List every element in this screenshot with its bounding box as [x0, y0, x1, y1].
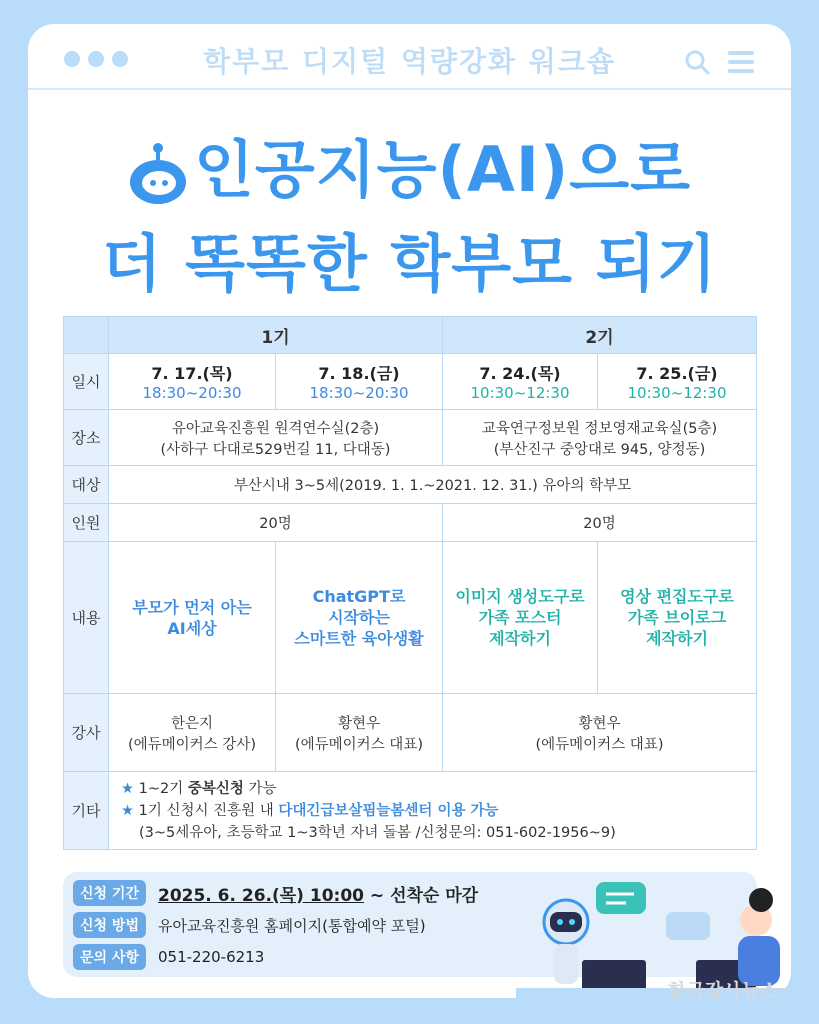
poster-card: [28, 24, 791, 998]
content-line: 가족 브이로그: [627, 608, 727, 627]
robot-icon: [128, 142, 188, 206]
content-cell: [443, 542, 598, 694]
place-line: 유아교육진흥원 원격연수실(2층): [171, 420, 380, 437]
place-line: (부산진구 중앙대로 945, 양정동): [493, 441, 706, 458]
content-line: 이미지 생성도구로: [455, 587, 585, 606]
method-value: 유아교육진흥원 홈페이지(통합예약 포털): [157, 916, 426, 935]
date-time: 10:30~12:30: [470, 384, 570, 402]
date-cell: [443, 354, 598, 410]
period-value: [158, 881, 478, 906]
etc-bold: 중복신청: [187, 780, 244, 797]
etc-text: 1기 신청시 진흥원 내: [138, 802, 279, 819]
content-line: 가족 포스터: [478, 608, 562, 627]
content-line: 제작하기: [489, 629, 551, 648]
label-content: 내용: [64, 542, 109, 694]
place-line: 교육연구정보원 정보영재교육실(5층): [481, 420, 718, 437]
date-day: 7. 24.(목): [479, 364, 561, 383]
method-label: 신청 방법: [73, 912, 146, 938]
etc-text: 가능: [243, 780, 277, 797]
headline1-text: 인공지능(AI)으로: [193, 133, 692, 206]
date-day: 7. 25.(금): [636, 364, 718, 383]
period-date: 2025. 6. 26.(목) 10:00: [157, 885, 364, 906]
content-line: 스마트한 육아생활: [294, 629, 424, 648]
lecturer-name: 한은지: [170, 715, 214, 732]
contact-label: 문의 사항: [73, 944, 146, 970]
menu-icon: [728, 51, 754, 73]
lecturer-title: (에듀메이커스 대표): [295, 736, 423, 753]
date-cell: [598, 354, 757, 410]
apply-method-row: [73, 912, 426, 938]
etc-highlight: 다대긴급보살핌늘봄센터 이용 가능: [278, 802, 499, 819]
content-cell: [598, 542, 757, 694]
label-date: 일시: [64, 354, 109, 410]
content-line: 영상 편집도구로: [620, 587, 734, 606]
content-line: AI세상: [167, 618, 217, 638]
date-day: 7. 17.(목): [151, 364, 233, 383]
lecturer-title: (에듀메이커스 대표): [535, 736, 664, 753]
content-cell: [109, 542, 276, 694]
apply-contact-row: [73, 944, 264, 970]
corner-cell: [64, 317, 109, 354]
date-day: 7. 18.(금): [318, 364, 400, 383]
etc-line3: (3~5세유아, 초등학교 1~3학년 자녀 돌봄 /신청문의: 051-602-1956~9): [139, 824, 616, 841]
apply-period-row: [73, 880, 478, 906]
lecturer-name: 황현우: [337, 715, 381, 732]
content-line: 시작하는: [328, 608, 390, 627]
date-cell: [276, 354, 443, 410]
count-cell: 20명: [443, 504, 757, 542]
date-time: 10:30~12:30: [627, 384, 727, 402]
headline-line2: 더 똑똑한 학부모 되기: [101, 227, 718, 300]
window-topbar: [28, 24, 791, 90]
etc-text: 1~2기: [138, 780, 188, 797]
content-cell: [276, 542, 443, 694]
label-target: 대상: [64, 466, 109, 504]
search-icon: [684, 49, 710, 75]
content-line: ChatGPT로: [312, 587, 406, 606]
lecturer-title: (에듀메이커스 강사): [128, 736, 256, 753]
target-cell: 부산시내 3~5세(2019. 1. 1.~2021. 12. 31.) 유아의 학부모: [109, 466, 757, 504]
period-label: 신청 기간: [73, 880, 146, 906]
contact-value: 051-220-6213: [157, 948, 265, 966]
place-line: (사하구 다대로529번길 11, 다대동): [160, 441, 391, 458]
watermark: 한국강사뉴스: [668, 980, 779, 1002]
lecturer-name: 황현우: [578, 715, 621, 732]
lecturer-cell: [276, 694, 443, 772]
lecturer-cell: [443, 694, 757, 772]
lecturer-cell: [109, 694, 276, 772]
label-lecturer: 강사: [64, 694, 109, 772]
period-suffix: ~ 선착순 마감: [364, 885, 479, 906]
place-cell: [443, 410, 757, 466]
content-line: 제작하기: [646, 629, 708, 648]
label-etc: 기타: [64, 772, 109, 850]
col-2: 2기: [443, 317, 757, 354]
etc-line2: [121, 800, 756, 822]
headline-line1: [28, 120, 791, 209]
schedule-table: [63, 316, 757, 850]
star-icon: ★: [121, 780, 134, 797]
etc-line1: [121, 778, 756, 800]
count-cell: 20명: [109, 504, 443, 542]
label-place: 장소: [64, 410, 109, 466]
top-title: 학부모 디지털 역량강화 워크숍: [203, 45, 616, 78]
date-time: 18:30~20:30: [309, 384, 409, 402]
date-time: 18:30~20:30: [142, 384, 242, 402]
label-count: 인원: [64, 504, 109, 542]
col-1: 1기: [109, 317, 443, 354]
place-cell: [109, 410, 443, 466]
star-icon: ★: [121, 802, 134, 819]
etc-cell: [109, 772, 757, 850]
content-line: 부모가 먼저 아는: [132, 597, 252, 617]
date-cell: [109, 354, 276, 410]
